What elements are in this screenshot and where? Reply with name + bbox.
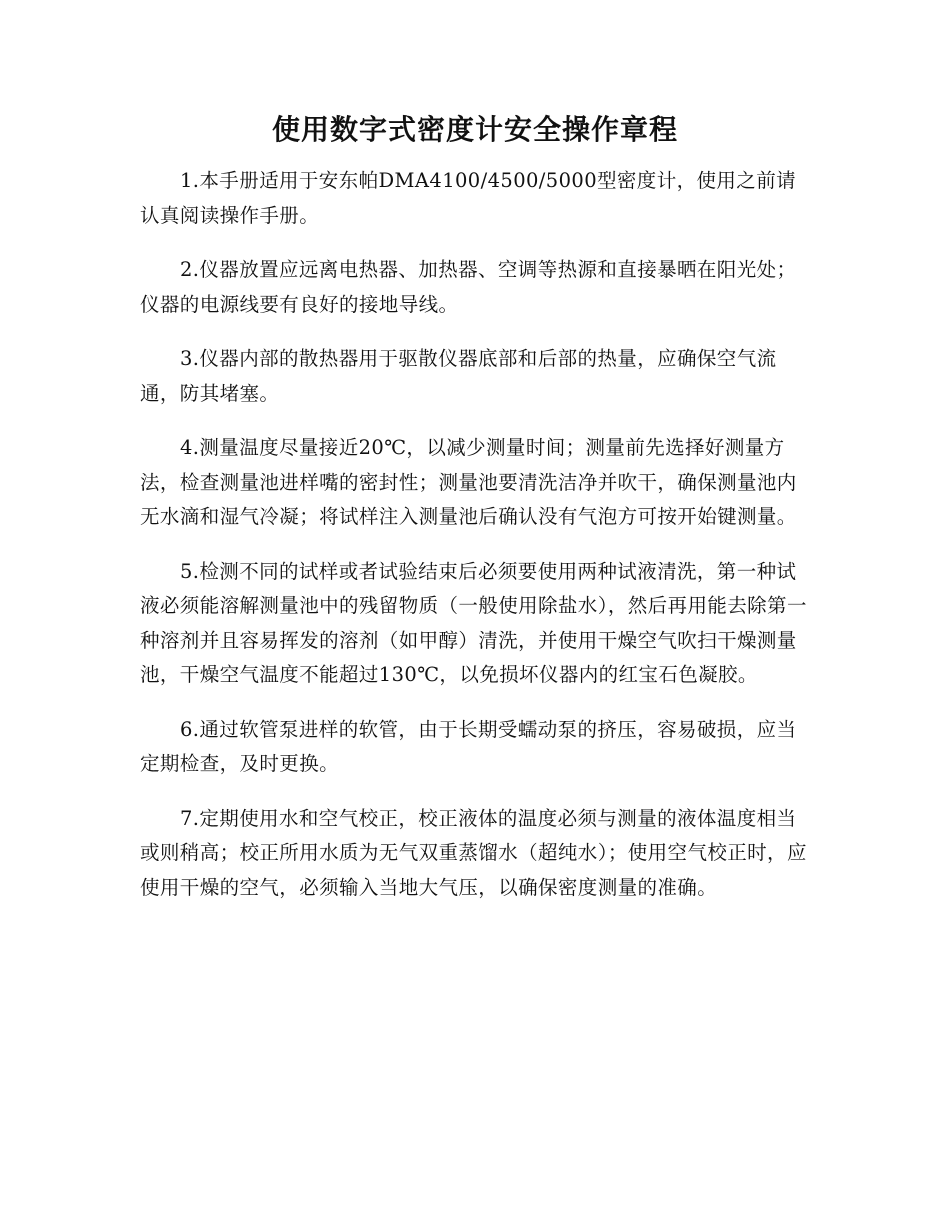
paragraph-5: 5.检测不同的试样或者试验结束后必须要使用两种试液清洗，第一种试液必须能溶解测量池中的残留物质（一般使用除盐水），然后再用能去除第一种溶剂并且容易挥发的溶剂（如甲醇）清洗，并使用干燥空气吹扫干燥测量池，干燥空气温度不能超过130℃，以免损坏仪器内的红宝石色凝胶。: [140, 559, 807, 686]
paragraph-7: 7.定期使用水和空气校正，校正液体的温度必须与测量的液体温度相当或则稍高；校正所用水质为无气双重蒸馏水（超纯水）；使用空气校正时，应使用干燥的空气，必须输入当地大气压，以确保密度测量的准确。: [140, 806, 807, 899]
paragraph-4: 4.测量温度尽量接近20℃，以减少测量时间；测量前先选择好测量方法，检查测量池进样嘴的密封性；测量池要清洗洁净并吹干，确保测量池内无水滴和湿气冷凝；将试样注入测量池后确认没有气泡方可按开始键测量。: [140, 436, 797, 528]
paragraph-2: 2.仪器放置应远离电热器、加热器、空调等热源和直接暴晒在阳光处；仪器的电源线要有良好的接地导线。: [140, 258, 797, 316]
document-title: 使用数字式密度计安全操作章程: [271, 113, 678, 146]
paragraph-1: 1.本手册适用于安东帕DMA4100/4500/5000型密度计，使用之前请认真阅读操作手册。: [140, 169, 797, 227]
paragraph-6: 6.通过软管泵进样的软管，由于长期受蠕动泵的挤压，容易破损，应当定期检查，及时更换。: [140, 717, 797, 775]
document-body: [140, 164, 808, 925]
paragraph-3: 3.仪器内部的散热器用于驱散仪器底部和后部的热量，应确保空气流通，防其堵塞。: [140, 347, 777, 405]
